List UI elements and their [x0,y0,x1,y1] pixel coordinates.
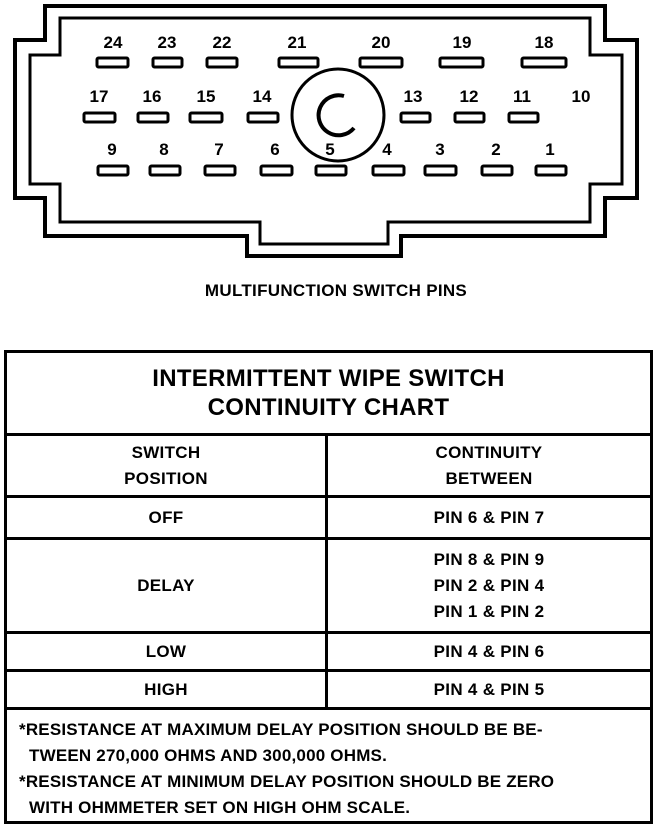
table-row [7,540,650,634]
pin-number-label: 9 [107,140,117,159]
pin-number-label: 8 [159,140,169,159]
pin-number-label: 5 [325,140,335,159]
table-row [7,634,650,672]
pin-number-label: 12 [459,87,479,106]
header-left-line2: POSITION [124,468,208,488]
chart-notes [7,707,650,821]
note-line: TWEEN 270,000 OHMS AND 300,000 OHMS. [29,746,388,765]
header-continuity-between [328,436,650,495]
pin-slot [316,166,346,175]
pin-number-label: 14 [252,87,272,106]
pin-number-label: 10 [571,87,591,106]
row-continuity [328,634,650,669]
pin-number-label: 16 [142,87,162,106]
header-switch-position [7,436,328,495]
pin-slot [522,58,566,67]
note-line: WITH OHMMETER SET ON HIGH OHM SCALE. [29,798,411,817]
row-position: LOW [7,634,328,669]
note-line: *RESISTANCE AT MINIMUM DELAY POSITION SHOULD BE ZERO [19,772,555,791]
pin-number-label: 15 [196,87,216,106]
connector-center-boss [292,69,384,161]
continuity-pair: PIN 2 & PIN 4 [433,575,545,595]
pin-slot [401,113,430,122]
diagram-caption: MULTIFUNCTION SWITCH PINS [204,281,468,300]
pin-number-label: 20 [371,33,391,52]
table-row [7,498,650,540]
chart-header-row [7,436,650,498]
continuity-pair: PIN 6 & PIN 7 [433,507,545,527]
pin-number-label: 24 [103,33,123,52]
pin-number-label: 7 [214,140,224,159]
pin-number-label: 19 [452,33,472,52]
pin-number-label: 18 [534,33,554,52]
connector-center-hook [319,95,354,135]
pin-number-label: 22 [212,33,232,52]
continuity-chart [4,350,653,824]
pin-number-label: 1 [545,140,555,159]
pin-slot [509,113,538,122]
pin-slot [440,58,483,67]
pin-number-label: 13 [403,87,423,106]
pin-number-label: 21 [287,33,307,52]
pin-slot [207,58,237,67]
row-position: OFF [7,498,328,537]
note-item [19,769,650,821]
pin-slot [482,166,512,175]
pin-number-label: 23 [157,33,177,52]
pin-slot [360,58,402,67]
pin-slot [138,113,168,122]
header-left-line1: SWITCH [131,442,201,462]
pin-slot [153,58,182,67]
pin-number-label: 6 [270,140,280,159]
header-right-line2: BETWEEN [445,468,533,488]
table-row [7,672,650,710]
header-right-line1: CONTINUITY [435,442,543,462]
pin-slot [455,113,484,122]
continuity-pair: PIN 4 & PIN 6 [433,641,545,661]
pin-slot [425,166,456,175]
row-continuity [328,498,650,537]
pins-layer [84,33,590,175]
pin-slot [97,58,128,67]
pin-slot [248,113,278,122]
pin-slot [536,166,566,175]
pin-slot [98,166,128,175]
note-line: *RESISTANCE AT MAXIMUM DELAY POSITION SHOULD BE BE- [19,720,543,739]
row-continuity [328,540,650,631]
pin-slot [205,166,235,175]
chart-title [7,353,650,436]
row-continuity [328,672,650,707]
pin-number-label: 4 [382,140,392,159]
row-position: DELAY [7,540,328,631]
note-item [19,717,650,769]
continuity-pair: PIN 8 & PIN 9 [433,549,545,569]
row-position: HIGH [7,672,328,707]
pin-number-label: 3 [435,140,445,159]
pin-slot [84,113,115,122]
continuity-pair: PIN 4 & PIN 5 [433,679,545,699]
pin-slot [373,166,404,175]
chart-title-line2: CONTINUITY CHART [207,394,450,421]
pin-slot [261,166,292,175]
pin-number-label: 17 [89,87,109,106]
continuity-pair: PIN 1 & PIN 2 [433,601,545,621]
connector-diagram [0,0,672,270]
pin-slot [279,58,318,67]
pin-slot [190,113,222,122]
chart-title-line1: INTERMITTENT WIPE SWITCH [152,365,505,392]
pin-number-label: 11 [513,87,531,106]
pin-slot [150,166,180,175]
pin-number-label: 2 [491,140,501,159]
